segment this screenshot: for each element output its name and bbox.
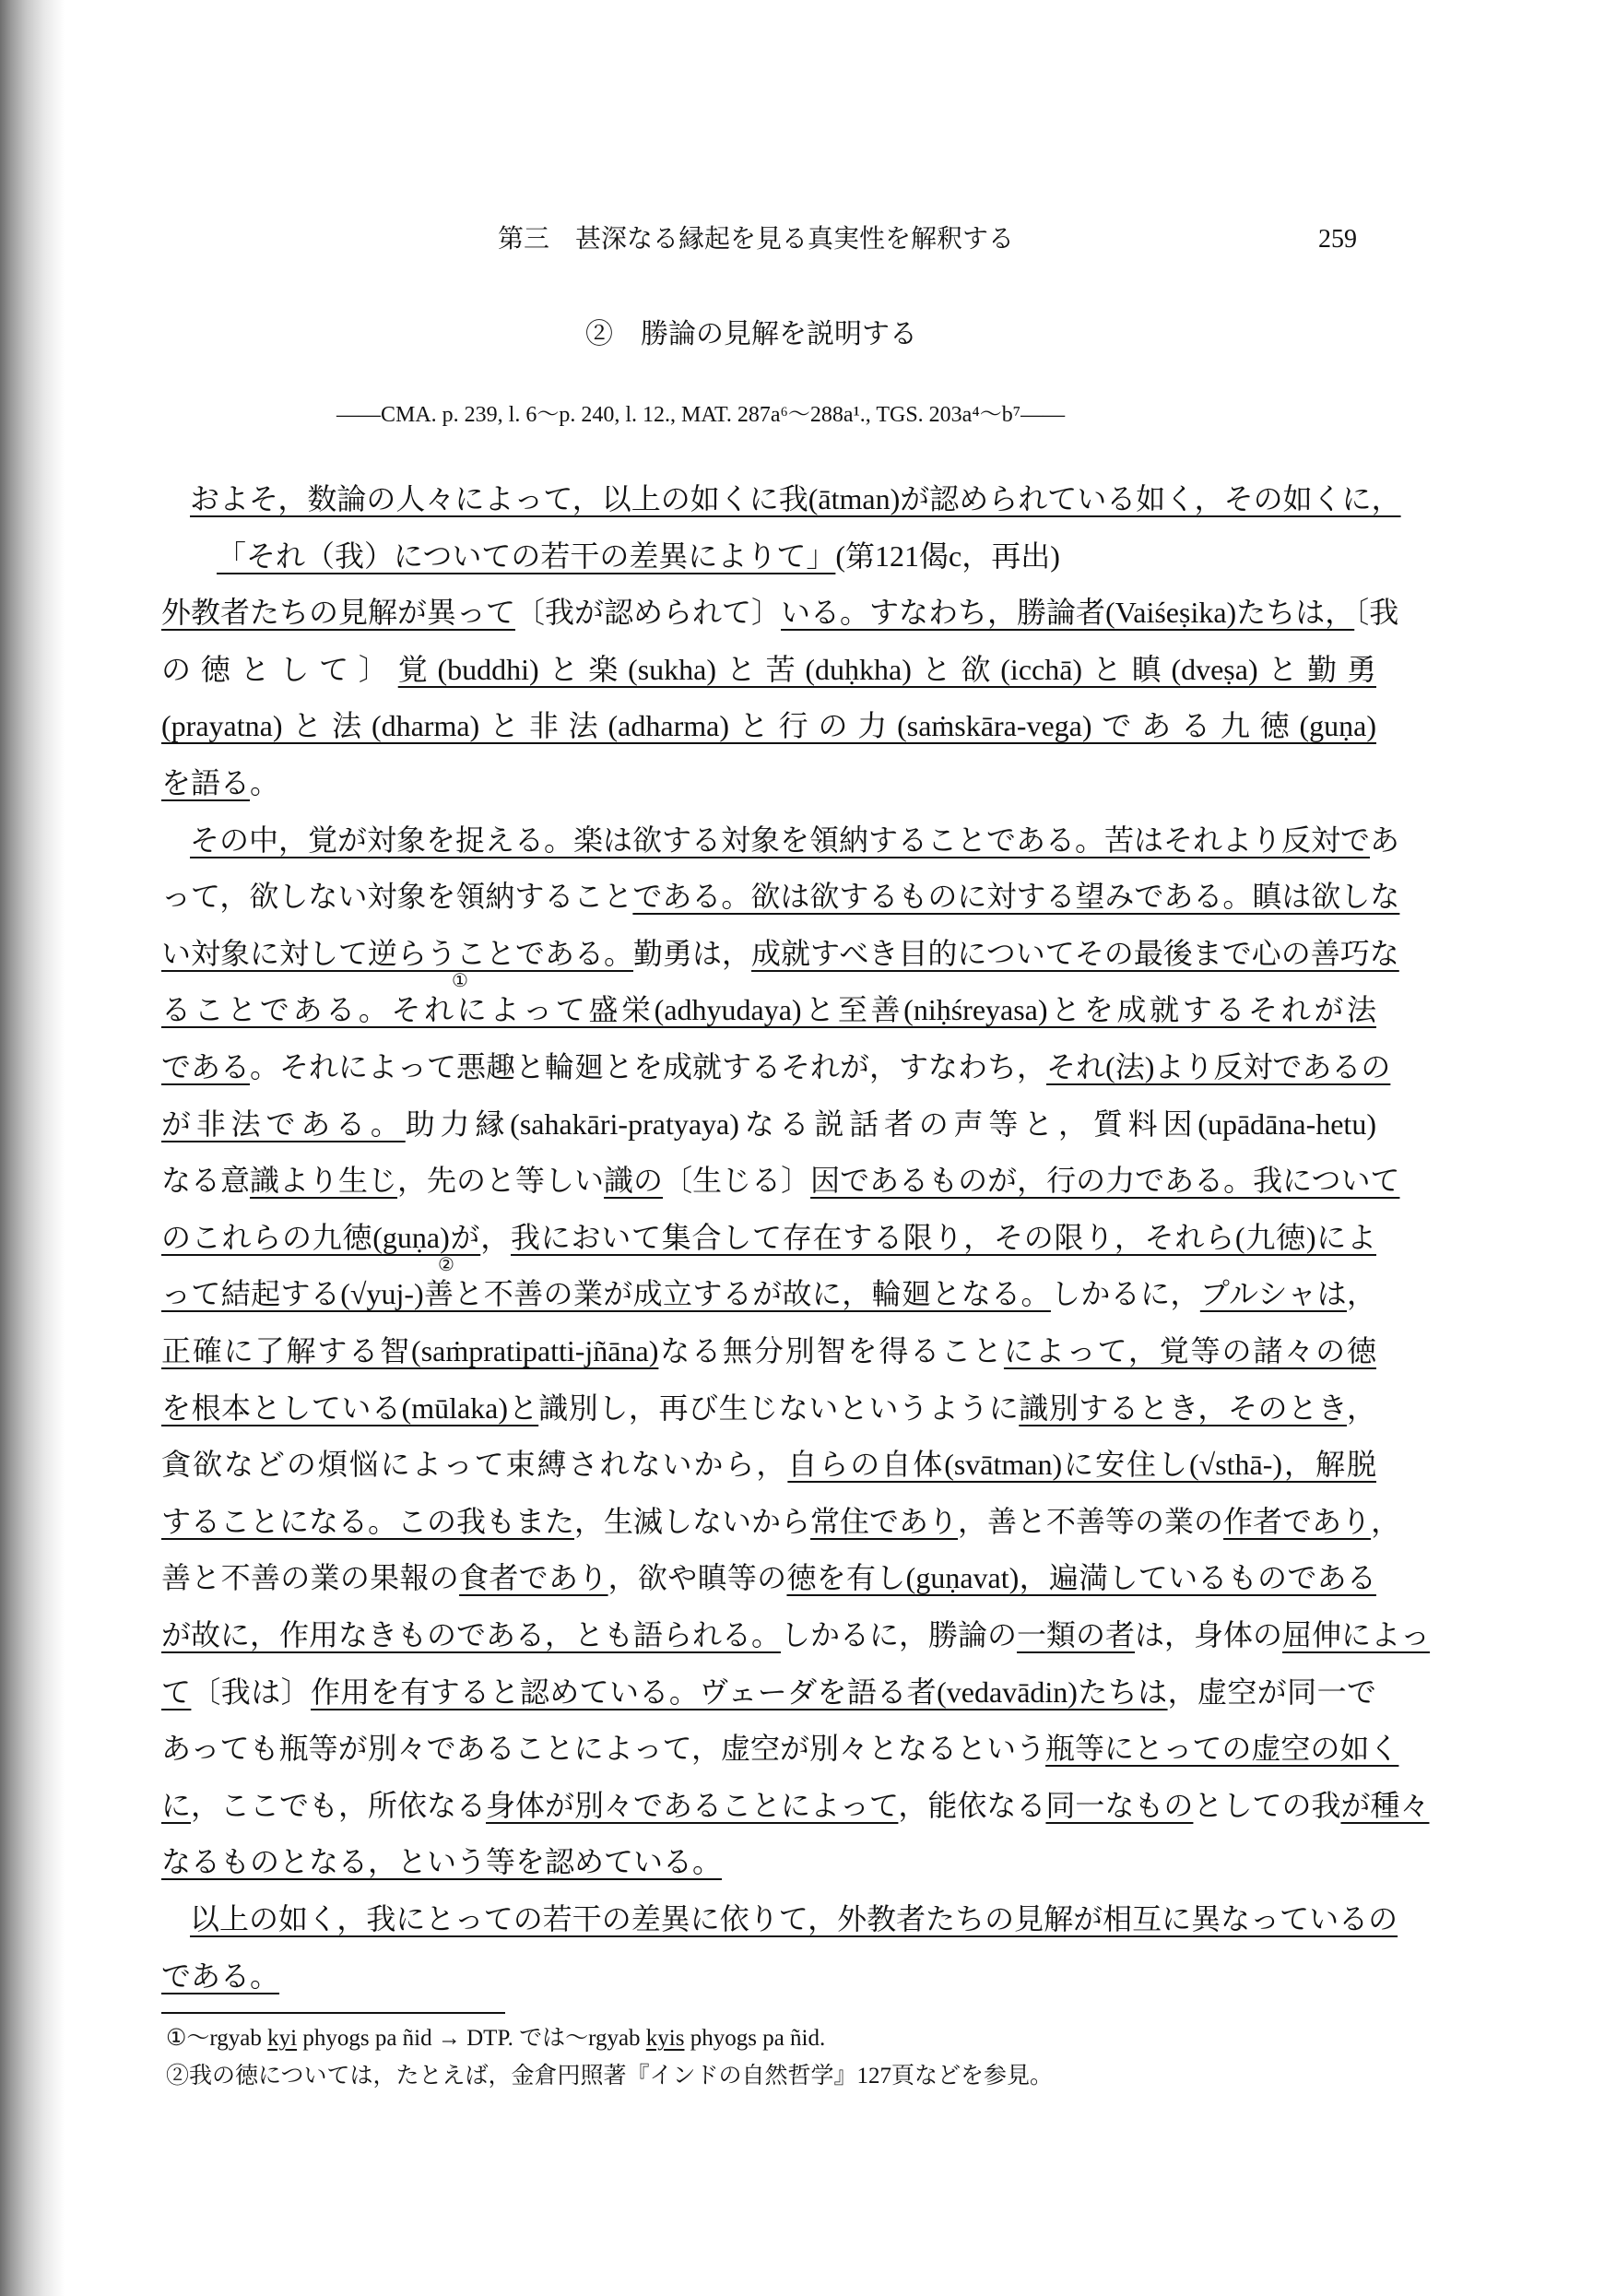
- underlined-text: ることである。それによって盛栄(adhyudaya)と至善(niḥśreyasa)とを成就するそれが法: [161, 993, 1376, 1026]
- text-segment: ，: [1346, 1391, 1376, 1425]
- text-segment: ，欲や瞋等の: [607, 1561, 787, 1594]
- underlined-text: が故に，作用なきものである，とも語られる。: [161, 1618, 782, 1651]
- text-line: [161, 1787, 1430, 1824]
- text-line: [161, 1958, 279, 1994]
- underlined-text: 食者であり: [459, 1561, 608, 1594]
- text-segment: しかるに，: [1050, 1277, 1200, 1310]
- underlined-text: を根本としている(mūlaka)と: [161, 1391, 539, 1425]
- text-segment: あっても瓶等が別々であることによって，虚空が別々となるという: [161, 1732, 1046, 1765]
- underlined-text: なるものとなる，という等を認めている。: [161, 1845, 723, 1878]
- text-line: [161, 1390, 1376, 1426]
- text-segment: ，生滅しないから: [574, 1505, 811, 1538]
- text-line: [161, 1106, 1376, 1142]
- underlined-text: 成就すべき目的についてその最後まで心の善巧な: [751, 937, 1399, 970]
- text-line: [161, 1730, 1399, 1767]
- underlined-text: 徳を有し(guṇavat)，遍満しているものである: [786, 1561, 1376, 1594]
- section-title: ② 勝論の見解を説明する: [585, 319, 917, 349]
- text-line: [161, 1332, 1376, 1369]
- underlined-text: 識別するとき，そのとき: [1019, 1391, 1347, 1425]
- text-line: [161, 1674, 1376, 1710]
- text-segment: 。: [250, 766, 280, 799]
- underlined-text: それ(法)より反対であるの: [1046, 1050, 1391, 1083]
- underlined-text: 一類の者: [1017, 1618, 1136, 1651]
- text-segment: ，能依なる: [898, 1789, 1046, 1822]
- text-line: [161, 1843, 722, 1880]
- text-line: [161, 1275, 1376, 1312]
- text-segment: なる意: [161, 1164, 251, 1197]
- underlined-text: kyi: [267, 2026, 298, 2051]
- text-segment: (第121偈c，再出): [835, 539, 1060, 573]
- text-segment: 善と不善の業の果報の: [161, 1561, 460, 1594]
- underlined-text: 作用を有すると認めている。ヴェーダを語る者(vedavādin)たちは: [311, 1675, 1168, 1709]
- text-segment: としての我: [1193, 1789, 1341, 1822]
- underlined-text: 作者であり: [1223, 1505, 1372, 1538]
- underlined-text: 瓶等にとっての虚空の如く: [1045, 1732, 1399, 1765]
- text-line: [190, 1900, 1398, 1937]
- text-segment: 識別し，再び生じないというように: [538, 1391, 1020, 1425]
- underlined-text: て: [161, 1675, 192, 1709]
- underlined-text: のこれらの九徳(guṇa)が: [161, 1221, 481, 1254]
- underlined-text: によって，覚等の諸々の徳: [1003, 1334, 1376, 1367]
- underlined-text: を語る: [161, 766, 251, 799]
- underlined-text: 外教者たちの見解が異って: [161, 596, 516, 629]
- text-line: [161, 1616, 1431, 1653]
- underlined-text: kyis: [645, 2026, 685, 2051]
- underlined-text: 識の: [604, 1164, 664, 1197]
- text-segment: 。それによって悪趣と輪廻とを成就するそれが，すなわち，: [250, 1050, 1047, 1083]
- text-segment: あ: [1370, 823, 1400, 857]
- footnote-mark-1: ①: [452, 971, 468, 991]
- underlined-text: 常住であり: [810, 1505, 959, 1538]
- underlined-text: に: [161, 1789, 192, 1822]
- text-line: [161, 1503, 1401, 1540]
- underlined-text: およそ，数論の人々によって，以上の如くに我(ātman)が認められている如く，その如くに，: [190, 482, 1401, 515]
- text-segment: ②我の徳については，たとえば，金倉円照著『インドの自然哲学』127頁などを参見。: [166, 2064, 1054, 2089]
- underlined-text: その中，覚が対象を捉える。楽は欲する対象を領納することである。苦はそれより反対で: [190, 823, 1371, 857]
- text-line: [217, 538, 1060, 574]
- text-segment: 〔我は〕: [191, 1675, 312, 1709]
- text-line: [161, 651, 1376, 688]
- text-line: [161, 991, 1376, 1028]
- underlined-text: 同一なもの: [1045, 1789, 1194, 1822]
- underlined-text: い対象に対して逆らうことである。: [161, 937, 634, 970]
- text-segment: ，虚空が同一で: [1167, 1675, 1376, 1709]
- footnote-divider: [161, 2012, 505, 2014]
- text-segment: phyogs pa ñid → DTP. では～rgyab: [297, 2026, 646, 2051]
- text-line: [161, 1048, 1391, 1085]
- text-line: [161, 594, 1399, 631]
- underlined-text: 識より生じ: [250, 1164, 398, 1197]
- underlined-text: プルシャは: [1199, 1277, 1347, 1310]
- underlined-text: することになる。この我もまた: [161, 1505, 575, 1538]
- text-segment: 勤勇は，: [633, 937, 752, 970]
- text-segment: の徳として〕: [161, 653, 398, 686]
- text-segment: 〔生じる〕: [663, 1164, 811, 1197]
- text-segment: 〔我が認められて〕: [515, 596, 782, 629]
- footnote-1: [166, 2025, 825, 2053]
- text-segment: ，: [1346, 1277, 1376, 1310]
- text-segment: ，善と不善等の業の: [958, 1505, 1224, 1538]
- text-segment: って，欲しない対象を領納すること: [161, 880, 633, 913]
- text-segment: ，先のと等しい: [397, 1164, 605, 1197]
- underlined-text: が非法である。: [161, 1107, 406, 1141]
- underlined-text: 自らの自体(svātman)に安住し(√sthā-)，解脱: [787, 1448, 1376, 1481]
- text-line: [190, 822, 1400, 858]
- footnote-2: [166, 2063, 1053, 2090]
- underlined-text: 以上の如く，我にとっての若干の差異に依りて，外教者たちの見解が相互に異なっているの: [190, 1902, 1398, 1935]
- text-segment: は，身体の: [1135, 1618, 1283, 1651]
- running-header-title: 第三 甚深なる縁起を見る真実性を解釈する: [498, 225, 1015, 254]
- underlined-text: である。欲は欲するものに対する望みである。瞋は欲しな: [632, 880, 1400, 913]
- text-line: [161, 707, 1376, 744]
- text-line: [161, 1446, 1376, 1483]
- underlined-text: 身体が別々であることによって: [486, 1789, 899, 1822]
- underlined-text: である。: [161, 1959, 280, 1993]
- text-segment: ，: [1371, 1505, 1401, 1538]
- text-line: [161, 935, 1399, 972]
- underlined-text: 因であるものが，行の力である。我について: [810, 1164, 1400, 1197]
- underlined-text: 我において集合して存在する限り，その限り，それら(九徳)によ: [511, 1221, 1376, 1254]
- text-line: [161, 1559, 1376, 1596]
- text-segment: phyogs pa ñid.: [684, 2026, 826, 2051]
- text-line: [161, 1162, 1400, 1199]
- underlined-text: 「それ（我）についての若干の差異によりて」: [217, 539, 836, 573]
- text-segment: しかるに，勝論の: [781, 1618, 1018, 1651]
- text-line: [190, 480, 1401, 517]
- underlined-text: 正確に了解する智(saṁpratipatti-jñāna): [161, 1334, 659, 1367]
- underlined-text: が種々: [1340, 1789, 1430, 1822]
- text-segment: ，ここでも，所依なる: [191, 1789, 487, 1822]
- page-number: 259: [1318, 225, 1357, 254]
- underlined-text: いる。すなわち，勝論者(Vaiśeṣika)たちは，: [781, 596, 1355, 629]
- underlined-text: 屈伸によっ: [1282, 1618, 1431, 1651]
- underlined-text: って結起する(√yuj-)善と不善の業が成立するが故に，輪廻となる。: [161, 1277, 1051, 1310]
- text-segment: ，: [480, 1221, 511, 1254]
- underlined-text: 覚(buddhi)と楽(sukha)と苦(duḥkha)と欲(icchā)と瞋(dveṣa)と勤勇: [397, 653, 1376, 686]
- text-line: [161, 878, 1400, 915]
- text-segment: なる無分別智を得ること: [658, 1334, 1004, 1367]
- text-segment: 貪欲などの煩悩によって束縛されないから，: [161, 1448, 788, 1481]
- text-segment: ①～rgyab: [166, 2026, 268, 2051]
- scan-edge-shadow: [0, 0, 65, 2296]
- footnote-mark-2: ②: [438, 1255, 454, 1275]
- text-line: [161, 764, 279, 801]
- text-line: [161, 1219, 1376, 1256]
- text-segment: 〔我: [1354, 596, 1399, 629]
- source-reference: ——CMA. p. 239, l. 6～p. 240, l. 12., MAT. 287a⁶～288a¹., TGS. 203a⁴～b⁷——: [336, 403, 1066, 427]
- underlined-text: (prayatna)と法(dharma)と非法(adharma)と行の力(saṁskāra-vega)である九徳(guṇa): [161, 709, 1376, 742]
- text-segment: 助力縁(sahakāri-pratyaya)なる説話者の声等と，質料因(upādāna-hetu): [405, 1107, 1376, 1141]
- underlined-text: である: [161, 1050, 251, 1083]
